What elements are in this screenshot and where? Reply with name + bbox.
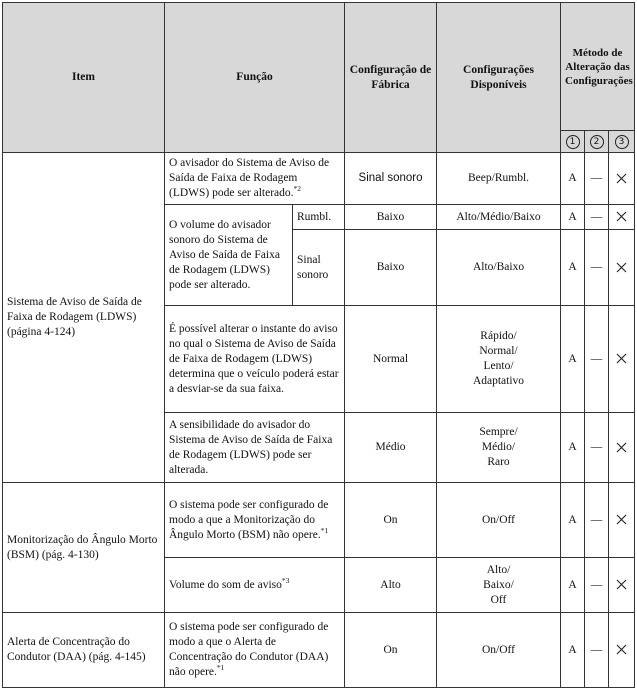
method-1-cell: A xyxy=(561,483,585,558)
method-2-cell: — xyxy=(585,306,609,413)
x-mark-icon xyxy=(616,579,627,590)
header-config-fabrica: Configuração de Fábrica xyxy=(345,3,437,153)
fabrica-cell: Médio xyxy=(345,413,437,483)
x-mark-icon xyxy=(616,211,627,222)
fabrica-cell: Normal xyxy=(345,306,437,413)
x-mark-icon xyxy=(616,514,627,525)
disponiveis-cell: Sempre/ Médio/ Raro xyxy=(437,413,561,483)
fabrica-cell: On xyxy=(345,483,437,558)
method-2-cell: — xyxy=(585,153,609,205)
disponiveis-cell: On/Off xyxy=(437,483,561,558)
header-item: Item xyxy=(3,3,165,153)
fabrica-cell: On xyxy=(345,613,437,688)
item-ldws: Sistema de Aviso de Saída de Faixa de Rodagem (LDWS) (página 4-124) xyxy=(3,153,165,483)
method-1-cell: A xyxy=(561,230,585,306)
method-1-cell: A xyxy=(561,306,585,413)
sub-cell-sinal-sonoro: Sinal sonoro xyxy=(293,230,345,306)
funcao-cell: A sensibilidade do avisador do Sistema de Aviso de Saída de Faixa de Rodagem (LDWS) pode ser alterada. xyxy=(165,413,345,483)
funcao-cell: É possível alterar o instante do aviso no qual o Sistema de Aviso de Saída de Faixa de Rodagem (LDWS) determina que o veículo poderá estar a desviar-se da sua faixa. xyxy=(165,306,345,413)
method-3-cell xyxy=(609,205,635,230)
footnote-ref: *2 xyxy=(293,184,302,194)
method-3-cell xyxy=(609,413,635,483)
disponiveis-cell: Alto/Médio/Baixo xyxy=(437,205,561,230)
method-1-cell: A xyxy=(561,205,585,230)
header-method-2 xyxy=(585,131,609,153)
method-3-cell xyxy=(609,153,635,205)
x-mark-icon xyxy=(616,353,627,364)
settings-table xyxy=(2,2,635,688)
disponiveis-cell: Alto/Baixo xyxy=(437,230,561,306)
disponiveis-cell: Alto/ Baixo/ Off xyxy=(437,558,561,613)
method-3-cell xyxy=(609,230,635,306)
circled-number-2: 2 xyxy=(590,135,604,149)
item-daa: Alerta de Concentração do Condutor (DAA) (pág. 4-145) xyxy=(3,613,165,688)
funcao-cell: O avisador do Sistema de Aviso de Saída de Faixa de Rodagem (LDWS) pode ser alterado.$^{*2}$ xyxy=(165,153,345,205)
fabrica-cell: Baixo xyxy=(345,230,437,306)
disponiveis-cell: Rápido/ Normal/ Lento/ Adaptativo xyxy=(437,306,561,413)
method-1-cell: A xyxy=(561,613,585,688)
method-3-cell xyxy=(609,558,635,613)
method-2-cell: — xyxy=(585,413,609,483)
disponiveis-cell: On/Off xyxy=(437,613,561,688)
fabrica-cell: Sinal sonoro xyxy=(345,153,437,205)
funcao-cell: O sistema pode ser configurado de modo a que a Monitorização do Ângulo Morto (BSM) não opere.$^{*1}$ xyxy=(165,483,345,558)
header-method-1 xyxy=(561,131,585,153)
method-2-cell: — xyxy=(585,205,609,230)
method-2-cell: — xyxy=(585,483,609,558)
x-mark-icon xyxy=(616,262,627,273)
item-bsm: Monitorização do Ângulo Morto (BSM) (pág. 4-130) xyxy=(3,483,165,613)
header-metodo: Método de Alteração das Configurações xyxy=(561,3,635,131)
method-2-cell: — xyxy=(585,613,609,688)
circled-number-1: 1 xyxy=(566,135,580,149)
table-row xyxy=(3,153,635,205)
x-mark-icon xyxy=(616,644,627,655)
disponiveis-cell: Beep/Rumbl. xyxy=(437,153,561,205)
x-mark-icon xyxy=(616,173,627,184)
method-1-cell: A xyxy=(561,413,585,483)
method-3-cell xyxy=(609,613,635,688)
sub-cell-rumbl: Rumbl. xyxy=(293,205,345,230)
funcao-cell: O volume do avisador sonoro do Sistema de Aviso de Saída de Faixa de Rodagem (LDWS) pode ser alterado. xyxy=(165,205,293,306)
funcao-cell: O sistema pode ser configurado de modo a que o Alerta de Concentração do Condutor (DAA) não opere.$^{*1}$ xyxy=(165,613,345,688)
table-row xyxy=(3,613,635,688)
fabrica-cell: Alto xyxy=(345,558,437,613)
method-1-cell: A xyxy=(561,558,585,613)
header-method-3 xyxy=(609,131,635,153)
method-3-cell xyxy=(609,483,635,558)
method-2-cell: — xyxy=(585,230,609,306)
method-2-cell: — xyxy=(585,558,609,613)
circled-number-3: 3 xyxy=(615,135,629,149)
header-config-disponiveis: Configurações Disponíveis xyxy=(437,3,561,153)
footnote-ref: *1 xyxy=(216,663,225,673)
header-funcao: Função xyxy=(165,3,345,153)
footnote-ref: *3 xyxy=(281,575,290,585)
method-3-cell xyxy=(609,306,635,413)
footnote-ref: *1 xyxy=(320,525,329,535)
funcao-cell: Volume do som de aviso$^{*3}$ xyxy=(165,558,345,613)
table-row xyxy=(3,483,635,558)
method-1-cell: A xyxy=(561,153,585,205)
fabrica-cell: Baixo xyxy=(345,205,437,230)
x-mark-icon xyxy=(616,442,627,453)
